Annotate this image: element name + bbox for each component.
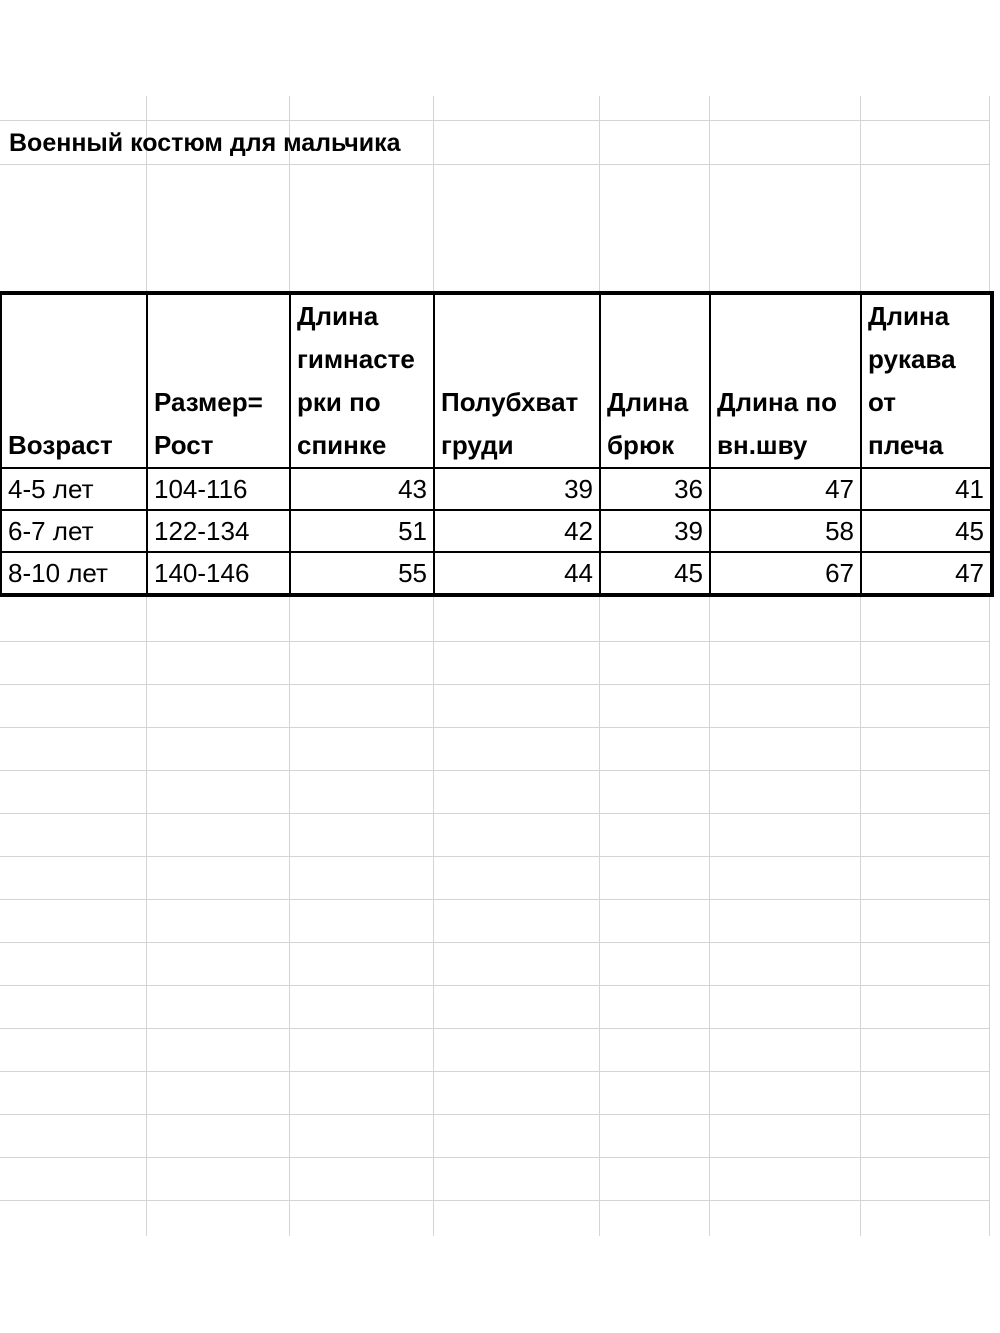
grid-column-line (860, 96, 861, 1236)
grid-row-line (0, 164, 990, 165)
grid-row-line (0, 942, 990, 943)
grid-row-line (0, 641, 990, 642)
grid-row-line (0, 1028, 990, 1029)
table-row (1, 510, 991, 552)
grid-column-line (709, 96, 710, 1236)
table-cell[interactable]: 67 (710, 552, 861, 594)
grid-row-line (0, 770, 990, 771)
table-cell[interactable]: 45 (600, 552, 710, 594)
grid-row-line (0, 120, 990, 121)
table-cell[interactable]: 36 (600, 468, 710, 510)
grid-row-line (0, 1114, 990, 1115)
header-cell-sleeve-length[interactable]: Длина рукава от плеча (861, 294, 991, 468)
header-cell-trouser-length[interactable]: Длина брюк (600, 294, 710, 468)
table-cell[interactable]: 140-146 (147, 552, 290, 594)
table-cell[interactable]: 41 (861, 468, 991, 510)
table-cell[interactable]: 47 (861, 552, 991, 594)
table-cell[interactable]: 8-10 лет (1, 552, 147, 594)
table-row (1, 468, 991, 510)
grid-row-line (0, 985, 990, 986)
table-cell[interactable]: 55 (290, 552, 434, 594)
table-cell[interactable]: 44 (434, 552, 600, 594)
table-cell[interactable]: 47 (710, 468, 861, 510)
table-cell[interactable]: 39 (600, 510, 710, 552)
header-cell-half-chest[interactable]: Полубхват груди (434, 294, 600, 468)
table-cell[interactable]: 43 (290, 468, 434, 510)
table-cell[interactable]: 58 (710, 510, 861, 552)
spreadsheet-grid (0, 96, 990, 1236)
size-chart-table (0, 293, 992, 595)
grid-column-line (433, 96, 434, 1236)
sheet-title: Военный костюм для мальчика (9, 129, 401, 157)
grid-row-line (0, 727, 990, 728)
grid-column-line (289, 96, 290, 1236)
grid-row-line (0, 1200, 990, 1201)
grid-row-line (0, 813, 990, 814)
header-cell-inseam-length[interactable]: Длина по вн.шву (710, 294, 861, 468)
grid-row-line (0, 1157, 990, 1158)
grid-row-line (0, 684, 990, 685)
header-row (1, 294, 991, 468)
table-cell[interactable]: 42 (434, 510, 600, 552)
grid-row-line (0, 1071, 990, 1072)
table-cell[interactable]: 51 (290, 510, 434, 552)
grid-row-line (0, 856, 990, 857)
header-cell-size-height[interactable]: Размер= Рост (147, 294, 290, 468)
grid-column-line (599, 96, 600, 1236)
table-cell[interactable]: 122-134 (147, 510, 290, 552)
table-cell[interactable]: 45 (861, 510, 991, 552)
header-cell-jacket-back-length[interactable]: Длина гимнасте рки по спинке (290, 294, 434, 468)
table-cell[interactable]: 104-116 (147, 468, 290, 510)
grid-row-line (0, 899, 990, 900)
table-row (1, 552, 991, 594)
grid-column-line (989, 96, 990, 1236)
table-cell[interactable]: 39 (434, 468, 600, 510)
grid-column-line (146, 96, 147, 1236)
table-cell[interactable]: 4-5 лет (1, 468, 147, 510)
table-cell[interactable]: 6-7 лет (1, 510, 147, 552)
header-cell-age[interactable]: Возраст (1, 294, 147, 468)
